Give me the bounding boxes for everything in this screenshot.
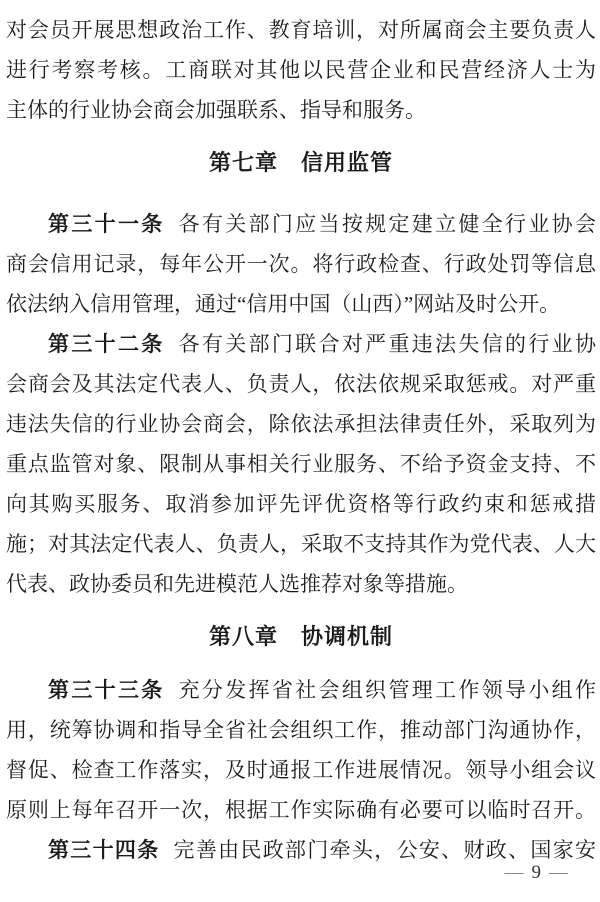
paragraph-line: 代表、政协委员和先进模范人选推荐对象等措施。: [6, 572, 468, 596]
paragraph-line: 会商会及其法定代表人、负责人，依法依规采取惩戒。对严重: [6, 372, 596, 396]
paragraph-line: 进行考察考核。工商联对其他以民营企业和民营经济人士为: [6, 58, 596, 82]
paragraph-line: [6, 324, 596, 364]
page-number-dash-left: —: [504, 862, 524, 883]
paragraph: [6, 10, 596, 130]
chapter-heading-8: 第八章 协调机制: [208, 624, 393, 649]
page-number-value: 9: [531, 862, 541, 883]
paragraph-line: [6, 670, 596, 710]
paragraph-line-text: 充分发挥省社会组织管理工作领导小组作: [178, 678, 597, 702]
article-number: 第三十二条: [48, 333, 165, 356]
page-number-dash-right: —: [549, 862, 568, 883]
article-number: 第三十四条: [48, 839, 160, 862]
article-number: 第三十一条: [48, 213, 165, 236]
chapter-heading-7: 第七章 信用监管: [208, 150, 393, 175]
paragraph-line: 用，统筹协调和指导全省社会组织工作，推动部门沟通协作，: [6, 718, 596, 742]
paragraph-line: 依法纳入信用管理，通过“信用中国（山西）”网站及时公开。: [6, 292, 561, 316]
paragraph-line: 主体的行业协会商会加强联系、指导和服务。: [6, 98, 426, 122]
article-33: [6, 670, 596, 830]
paragraph-line: 原则上每年召开一次，根据工作实际确有必要可以临时召开。: [6, 798, 596, 822]
paragraph-line: 督促、检查工作落实，及时通报工作进展情况。领导小组会议: [6, 758, 596, 782]
paragraph-line: 施；对其法定代表人、负责人，采取不支持其作为党代表、人大: [6, 532, 596, 556]
paragraph-line: 重点监管对象、限制从事相关行业服务、不给予资金支持、不: [6, 452, 596, 476]
paragraph-line-text: 各有关部门联合对严重违法失信的行业协: [178, 332, 597, 356]
paragraph-line: 向其购买服务、取消参加评先评优资格等行政约束和惩戒措: [6, 492, 596, 516]
article-32: [6, 324, 596, 604]
paragraph-line-text: 完善由民政部门牵头，公安、财政、国家安: [173, 838, 597, 862]
article-number: 第三十三条: [48, 679, 165, 702]
paragraph-line: 违法失信的行业协会商会，除依法承担法律责任外，采取列为: [6, 412, 596, 436]
paragraph-line: 对会员开展思想政治工作、教育培训，对所属商会主要负责人: [6, 18, 596, 42]
page-number: [497, 862, 577, 884]
article-31: [6, 204, 596, 324]
paragraph-line: 商会信用记录，每年公开一次。将行政检查、行政处罚等信息: [6, 252, 596, 276]
paragraph-line: [6, 204, 596, 244]
paragraph-line-text: 各有关部门应当按规定建立健全行业协会: [178, 212, 597, 236]
